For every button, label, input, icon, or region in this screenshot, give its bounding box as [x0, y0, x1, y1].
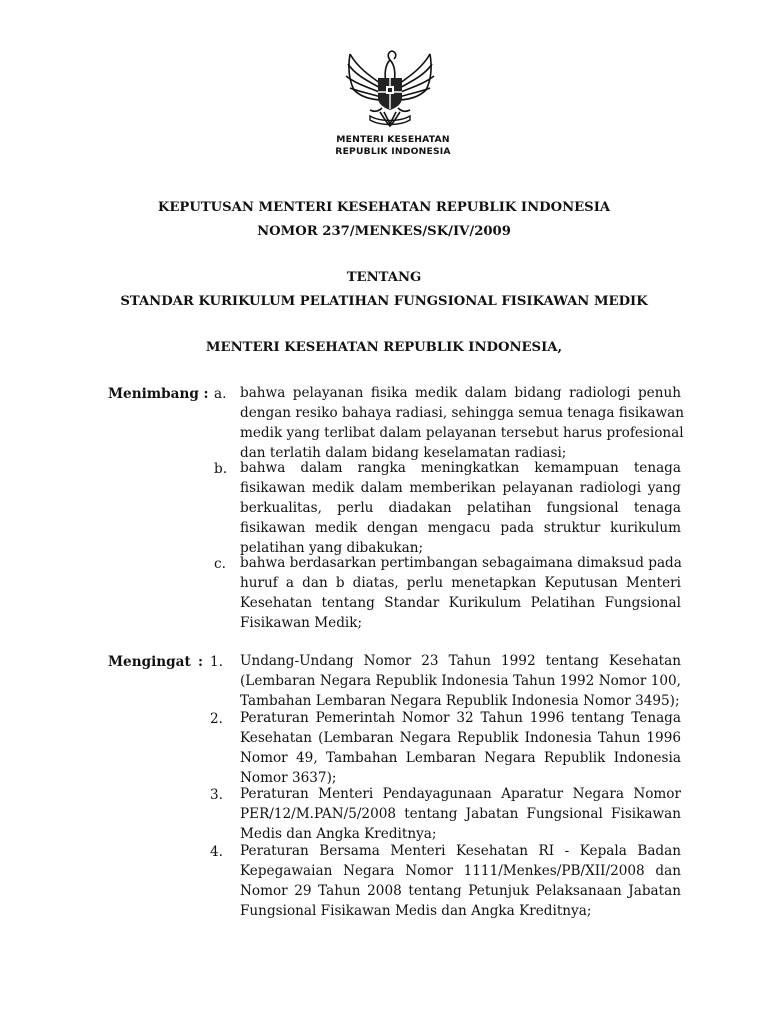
text-line: Undang-Undang Nomor 23 Tahun 1992 tentang Kesehatan [240, 653, 681, 669]
garuda-emblem-icon [340, 46, 440, 132]
text-line: Tambahan Lembaran Negara Republik Indonesia Nomor 3495); [240, 692, 680, 709]
text-line: pelatihan yang dibakukan; [240, 539, 424, 556]
text-line: Nomor 49, Tambahan Lembaran Negara Republik Indonesia [240, 749, 681, 766]
ministry-line-1: MENTERI KESEHATAN [336, 134, 450, 145]
text-line: dan terlatih dalam bidang keselamatan radiasi; [240, 444, 567, 461]
text-line: berkualitas, perlu diadakan pelatihan fungsional tenaga [240, 499, 681, 516]
item-marker: b. [214, 461, 228, 477]
item-text [240, 709, 681, 789]
text-line: Peraturan Menteri Pendayagunaan Aparatur Negara Nomor [240, 786, 681, 802]
text-line: bahwa berdasarkan pertimbangan sebagaimana dimaksud pada [240, 555, 682, 571]
item-text [240, 842, 681, 922]
text-line: Nomor 3637); [240, 769, 337, 786]
text-line: Nomor 29 Tahun 2008 tentang Petunjuk Pelaksanaan Jabatan [240, 882, 681, 899]
text-line: Fisikawan Medik; [240, 614, 363, 631]
text-line: PER/12/M.PAN/5/2008 tentang Jabatan Fungsional Fisikawan [240, 805, 681, 822]
item-marker: a. [214, 386, 227, 402]
text-line: fisikawan medik dalam memberikan pelayanan radiologi yang [240, 479, 681, 496]
decree-issuer: MENTERI KESEHATAN REPUBLIK INDONESIA, [205, 340, 563, 355]
item-marker: c. [214, 556, 226, 572]
ministry-name [318, 134, 468, 158]
decree-about: TENTANG [346, 270, 422, 285]
item-text [240, 554, 681, 634]
text-line: fisikawan medik dengan mengacu pada struktur kurikulum [240, 519, 681, 536]
decree-title: KEPUTUSAN MENTERI KESEHATAN REPUBLIK INDONESIA [157, 200, 611, 215]
ministry-line-2: REPUBLIK INDONESIA [335, 146, 451, 157]
item-text [240, 384, 685, 464]
text-line: bahwa dalam rangka meningkatkan kemampuan tenaga [240, 460, 681, 476]
item-marker: 3. [210, 787, 223, 803]
item-marker: 2. [210, 711, 223, 727]
item-marker: 1. [210, 654, 223, 670]
text-line: Medis dan Angka Kreditnya; [240, 825, 437, 842]
text-line: medik yang terlibat dalam pelayanan tersebut harus profesional [240, 424, 684, 441]
item-marker: 4. [210, 844, 223, 860]
item-text [240, 652, 681, 712]
mengingat-colon: : [198, 654, 204, 670]
text-line: Kesehatan tentang Standar Kurikulum Pelatihan Fungsional [240, 594, 681, 611]
mengingat-label: Mengingat [108, 654, 191, 670]
text-line: dengan resiko bahaya radiasi, sehingga semua tenaga fisikawan [240, 404, 685, 421]
text-line: (Lembaran Negara Republik Indonesia Tahun 1992 Nomor 100, [240, 672, 681, 689]
item-text [240, 785, 681, 845]
menimbang-label: Menimbang : [108, 386, 209, 402]
text-line: bahwa pelayanan fisika medik dalam bidang radiologi penuh [240, 385, 681, 401]
text-line: Peraturan Pemerintah Nomor 32 Tahun 1996 tentang Tenaga [240, 710, 681, 726]
decree-number: NOMOR 237/MENKES/SK/IV/2009 [257, 224, 511, 239]
text-line: Kesehatan (Lembaran Negara Republik Indonesia Tahun 1996 [240, 729, 681, 746]
text-line: Peraturan Bersama Menteri Kesehatan RI - Kepala Badan [240, 843, 681, 859]
text-line: Fungsional Fisikawan Medis dan Angka Kreditnya; [240, 902, 592, 919]
text-line: huruf a dan b diatas, perlu menetapkan Keputusan Menteri [240, 574, 681, 591]
decree-subject: STANDAR KURIKULUM PELATIHAN FUNGSIONAL FISIKAWAN MEDIK [120, 294, 648, 309]
text-line: Kepegawaian Negara Nomor 1111/Menkes/PB/XII/2008 dan [240, 862, 681, 879]
item-text [240, 459, 681, 559]
